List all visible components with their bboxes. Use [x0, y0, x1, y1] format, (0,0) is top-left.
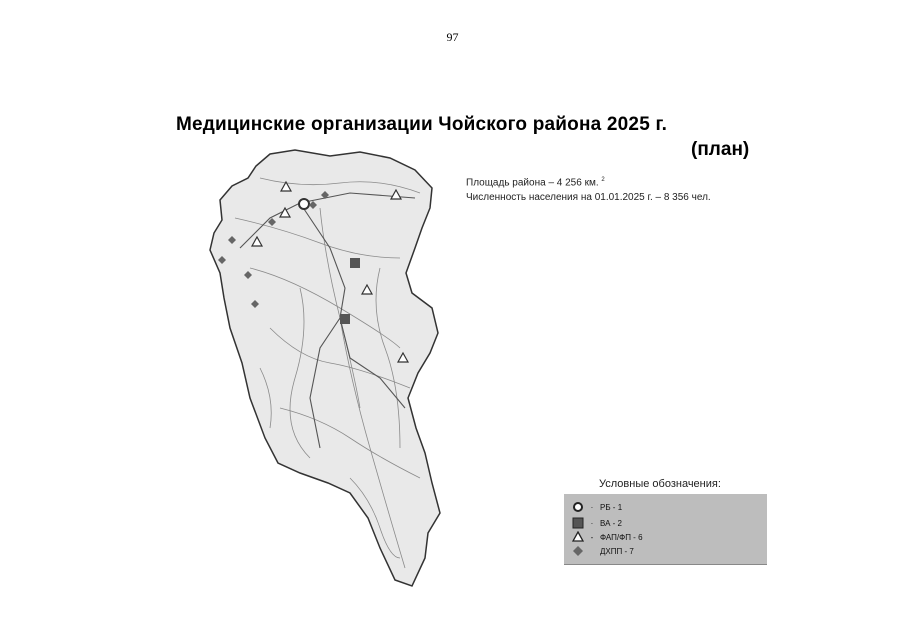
ambulatory-marker	[350, 258, 360, 268]
area-line	[466, 173, 711, 190]
dhpp-diamond-icon	[572, 545, 584, 557]
population-label: Численность населения на 01.01.2025 г. – 8 356 чел.	[466, 192, 711, 204]
area-superscript: 2	[601, 177, 605, 183]
legend-title: Условные обозначения:	[599, 478, 721, 490]
district-outline	[210, 150, 440, 586]
legend-item-hospital	[572, 500, 622, 514]
fap-triangle-icon	[572, 531, 584, 543]
legend-box	[564, 494, 767, 565]
ambulatory-square-icon	[572, 517, 584, 529]
district-map	[200, 148, 450, 588]
legend-label: РБ - 1	[600, 502, 623, 512]
legend-dash: ·	[590, 502, 594, 512]
page-number: 97	[446, 30, 459, 44]
legend-item-dhpp	[572, 544, 634, 558]
hospital-circle-icon	[572, 501, 584, 513]
hospital-marker	[299, 199, 309, 209]
legend-item-fap	[572, 530, 643, 544]
district-stats	[466, 173, 711, 205]
legend-label: ФАП/ФП - 6	[600, 532, 643, 542]
legend-label: ДХПП - 7	[600, 546, 634, 556]
area-label: Площадь района – 4 256 км.	[466, 177, 599, 189]
map-title-suffix: (план)	[691, 139, 750, 160]
legend-dash: ·	[590, 518, 594, 528]
legend-label: ВА - 2	[600, 518, 622, 528]
ambulatory-marker	[340, 314, 350, 324]
legend-item-ambulatory	[572, 516, 622, 530]
map-title: Медицинские организации Чойского района 2025 г.	[176, 114, 668, 135]
legend-dash: -	[590, 532, 594, 542]
